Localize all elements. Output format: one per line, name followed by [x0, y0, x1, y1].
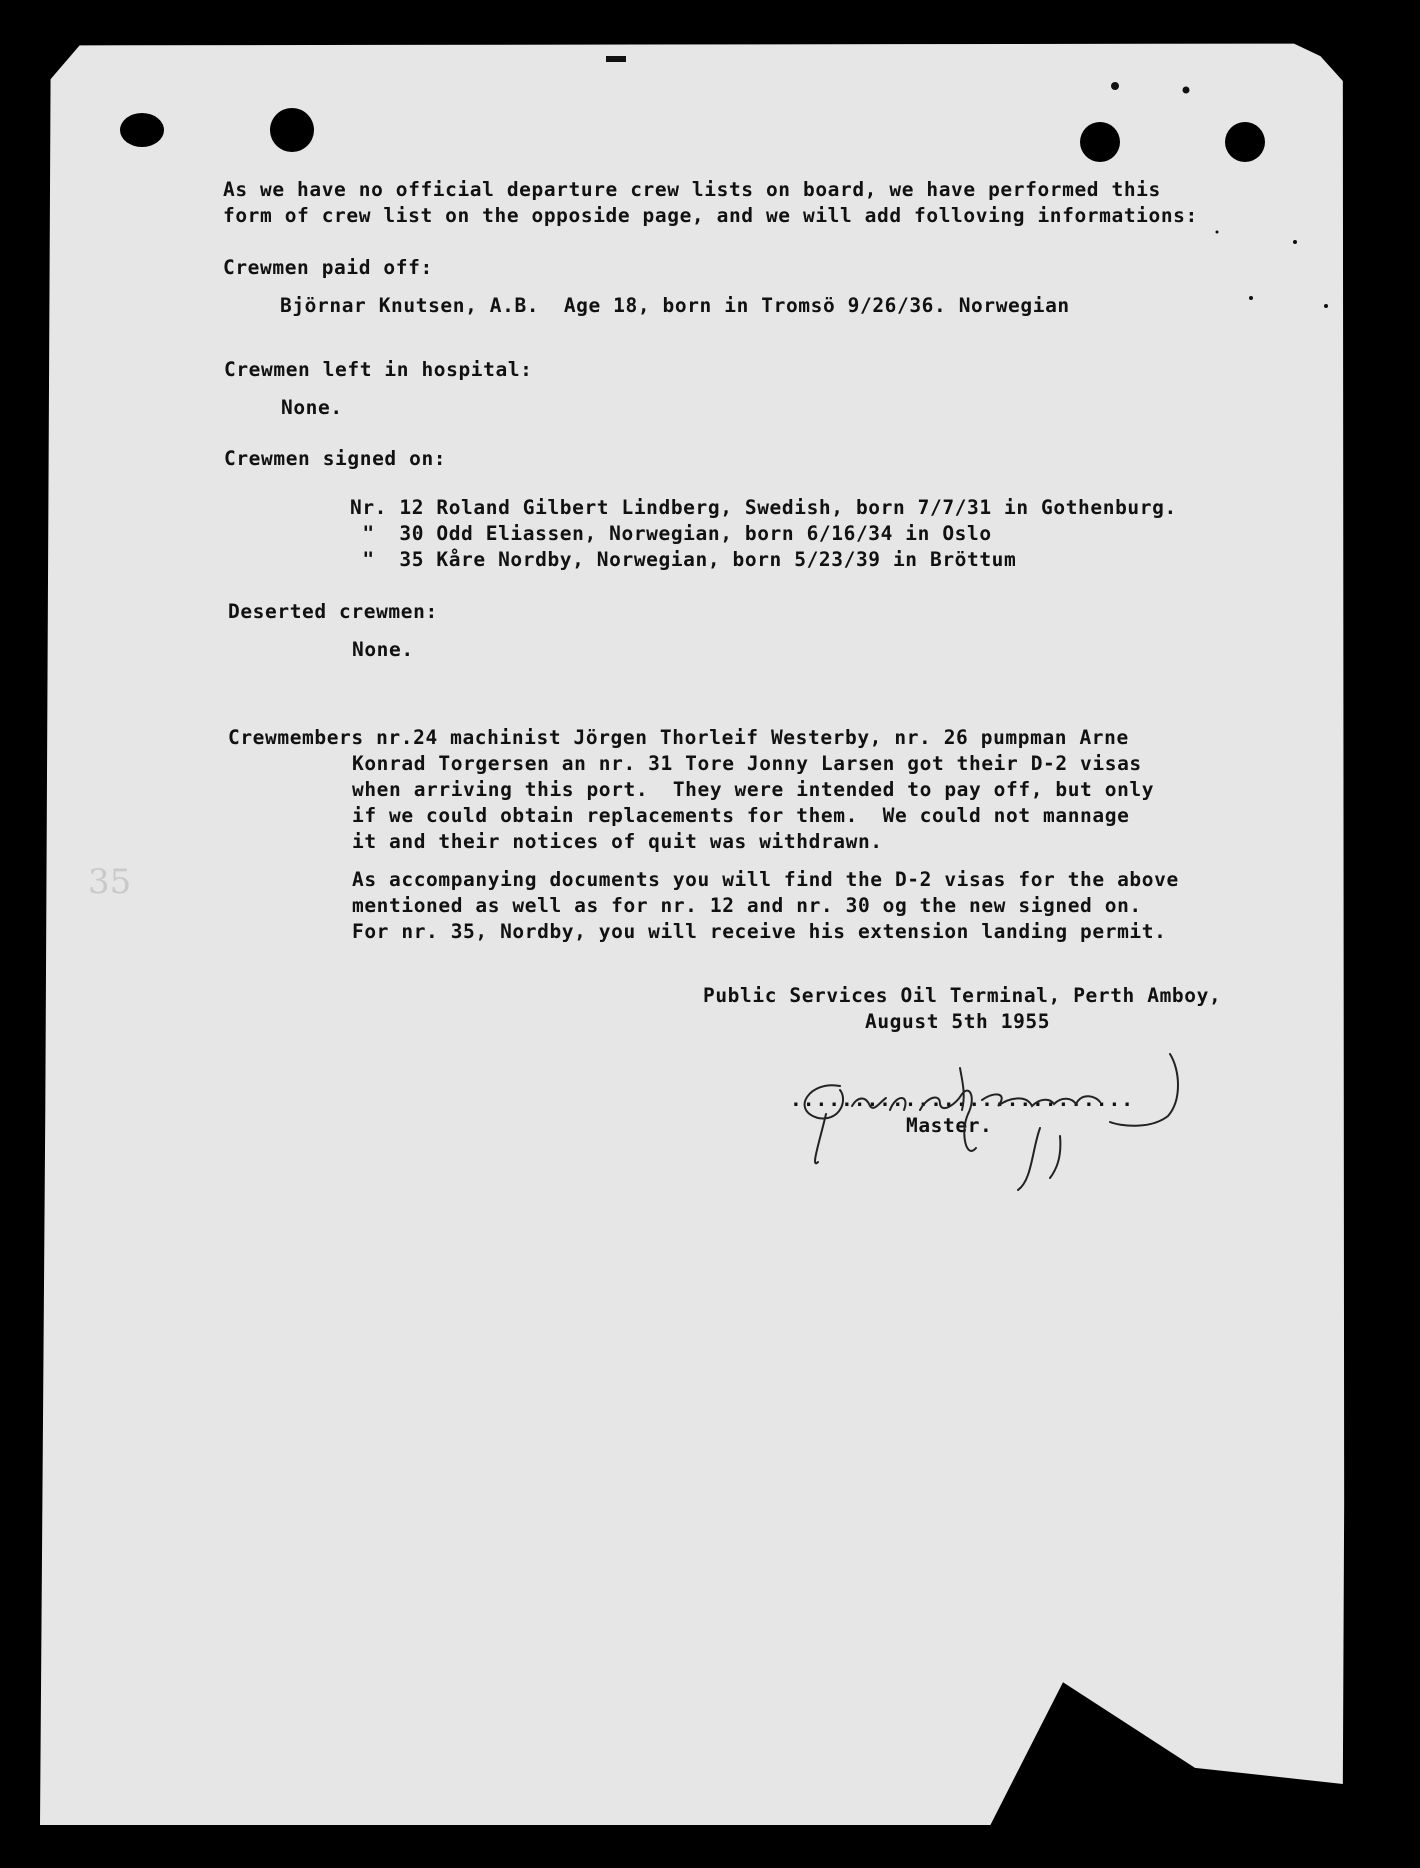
signature-line: ........................... — [790, 1088, 1134, 1111]
visa-paragraph-line-1: Crewmembers nr.24 machinist Jörgen Thorleif Westerby, nr. 26 pumpman Arne — [228, 726, 1129, 749]
visa-paragraph-line-5: it and their notices of quit was withdrawn. — [352, 830, 883, 853]
documents-paragraph-line-1: As accompanying documents you will find the D-2 visas for the above — [352, 868, 1179, 891]
paid-off-heading: Crewmen paid off: — [223, 256, 433, 279]
documents-paragraph-line-2: mentioned as well as for nr. 12 and nr. 30 og the new signed on. — [352, 894, 1142, 917]
signed-on-entry-3: " 35 Kåre Nordby, Norwegian, born 5/23/39 in Bröttum — [350, 548, 1017, 571]
deserted-entry: None. — [352, 638, 414, 661]
signed-on-entry-2: " 30 Odd Eliassen, Norwegian, born 6/16/34 in Oslo — [350, 522, 992, 545]
closing-date: August 5th 1955 — [865, 1010, 1051, 1033]
visa-paragraph-line-3: when arriving this port. They were intended to pay off, but only — [352, 778, 1155, 801]
intro-line-2: form of crew list on the opposide page, and we will add folloving informations: — [223, 204, 1198, 227]
signed-on-entry-1: Nr. 12 Roland Gilbert Lindberg, Swedish, born 7/7/31 in Gothenburg. — [350, 496, 1177, 519]
margin-mark: 35 — [88, 862, 132, 902]
visa-paragraph-line-4: if we could obtain replacements for them. We could not mannage — [352, 804, 1130, 827]
closing-place: Public Services Oil Terminal, Perth Amboy, — [703, 984, 1222, 1007]
signed-on-heading: Crewmen signed on: — [224, 447, 447, 470]
paid-off-entry: Björnar Knutsen, A.B. Age 18, born in Tromsö 9/26/36. Norwegian — [280, 294, 1070, 317]
deserted-heading: Deserted crewmen: — [228, 600, 438, 623]
hospital-entry: None. — [281, 396, 343, 419]
visa-paragraph-line-2: Konrad Torgersen an nr. 31 Tore Jonny Larsen got their D-2 visas — [352, 752, 1142, 775]
hospital-heading: Crewmen left in hospital: — [224, 358, 533, 381]
closing-title: Master. — [906, 1114, 993, 1137]
intro-line-1: As we have no official departure crew lists on board, we have performed this — [223, 178, 1161, 201]
documents-paragraph-line-3: For nr. 35, Nordby, you will receive his extension landing permit. — [352, 920, 1167, 943]
